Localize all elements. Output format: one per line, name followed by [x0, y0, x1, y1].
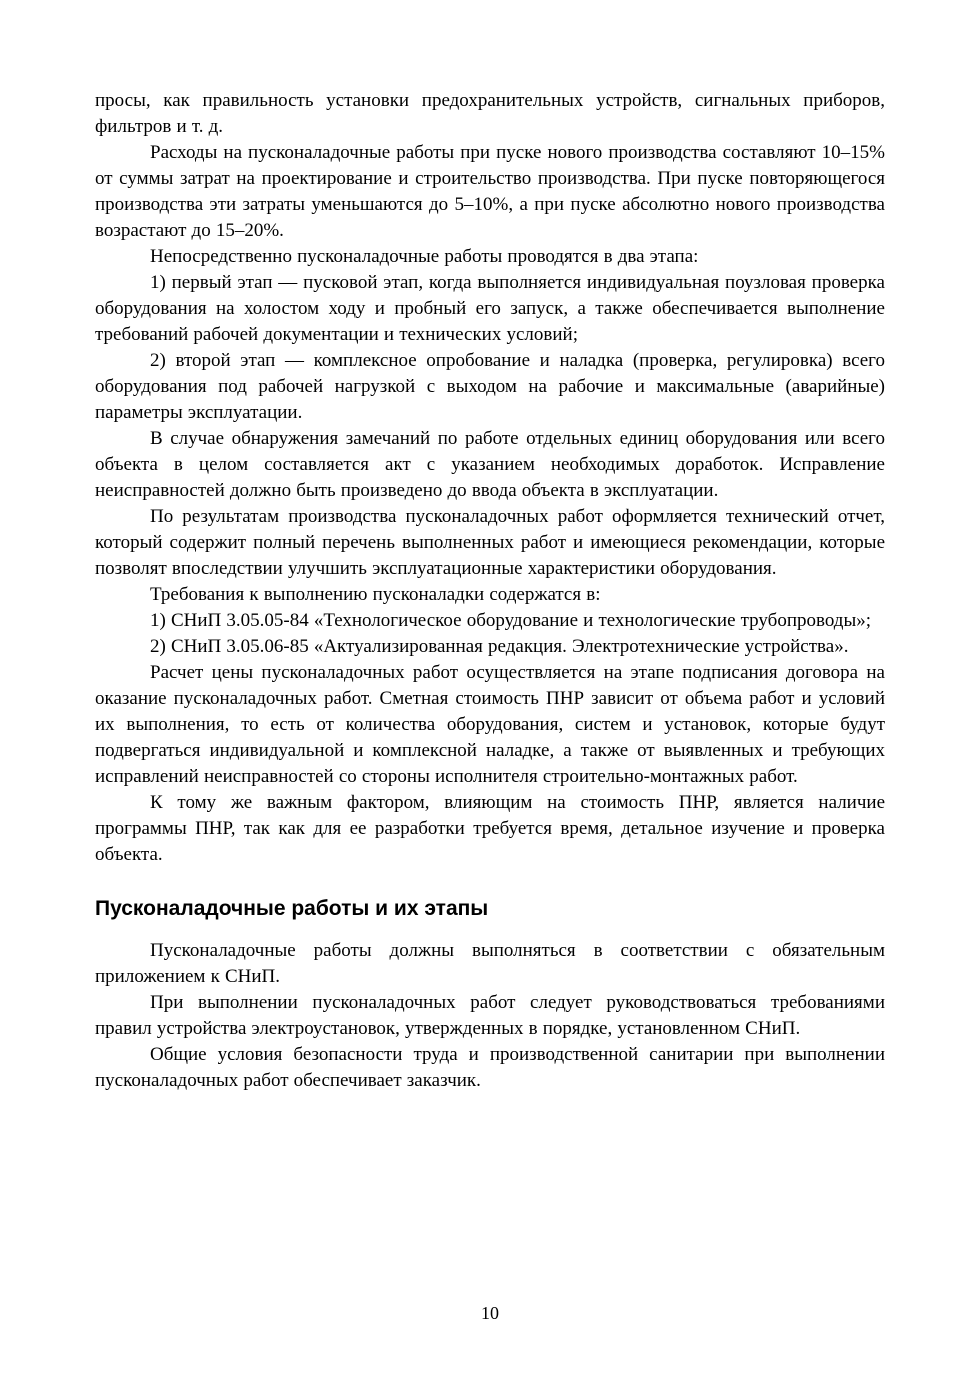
list-item-stage-2: 2) второй этап — комплексное опробование и наладка (проверка, регулировка) всего оборудования под рабочей нагрузкой с выходом на рабочие и максимальные (аварийные) параметры эксплуатации. — [95, 350, 885, 423]
list-item-stage-1: 1) первый этап — пусковой этап, когда выполняется индивидуальная поузловая проверка оборудования на холостом ходу и пробный его запуск, а также обеспечивается выполнение требований рабочей документации и технических условий; — [95, 272, 885, 345]
paragraph-commissioning-costs: Расходы на пусконаладочные работы при пуске нового производства составляют 10–15% от суммы затрат на проектирование и строительство производства. При пуске повторяющегося производства эти затраты уменьшаются до 5–10%, а при пуске абсолютно нового производства возрастают до 15–20%. — [95, 142, 885, 241]
paragraph-snip-annex: Пусконаладочные работы должны выполняться в соответствии с обязательным приложением к СНиП. — [95, 940, 885, 987]
section-heading: Пусконаладочные работы и их этапы — [95, 897, 489, 920]
page-number: 10 — [481, 1303, 499, 1323]
list-item-snip-1: 1) СНиП 3.05.05-84 «Технологическое оборудование и технологические трубопроводы»; — [150, 610, 872, 631]
paragraph-pnr-program-factor: К тому же важным фактором, влияющим на стоимость ПНР, является наличие программы ПНР, так как для ее разработки требуется время, детальное изучение и проверка объекта. — [95, 792, 885, 865]
paragraph-electrical-rules: При выполнении пусконаладочных работ следует руководствоваться требованиями правил устройства электроустановок, утвержденных в порядке, установленном СНиП. — [95, 992, 885, 1039]
paragraph-technical-report: По результатам производства пусконаладочных работ оформляется технический отчет, который содержит полный перечень выполненных работ и имеющиеся рекомендации, которые позволят впоследствии улучшить эксплуатационные характеристики оборудования. — [95, 506, 885, 579]
paragraph-defects-act: В случае обнаружения замечаний по работе отдельных единиц оборудования или всего объекта в целом составляется акт с указанием необходимых доработок. Исправление неисправностей должно быть произведено до ввода объекта в эксплуатации. — [95, 428, 885, 501]
paragraph-safety-conditions: Общие условия безопасности труда и производственной санитарии при выполнении пусконаладочных работ обеспечивает заказчик. — [95, 1044, 885, 1091]
paragraph-two-stages-intro: Непосредственно пусконаладочные работы проводятся в два этапа: — [150, 246, 699, 267]
paragraph-continuation: просы, как правильность установки предохранительных устройств, сигнальных приборов, фильтров и т. д. — [95, 90, 885, 137]
paragraph-requirements-intro: Требования к выполнению пусконаладки содержатся в: — [150, 584, 601, 605]
list-item-snip-2: 2) СНиП 3.05.06-85 «Актуализированная редакция. Электротехнические устройства». — [150, 636, 849, 657]
paragraph-price-calculation: Расчет цены пусконаладочных работ осуществляется на этапе подписания договора на оказание пусконаладочных работ. Сметная стоимость ПНР зависит от объема работ и условий их выполнения, то есть от количества оборудования, систем и установок, которые будут подвергаться индивидуальной и комплексной наладке, а также от выявленных и требующих исправлений неисправностей со стороны исполнителя строительно-монтажных работ. — [95, 662, 885, 787]
